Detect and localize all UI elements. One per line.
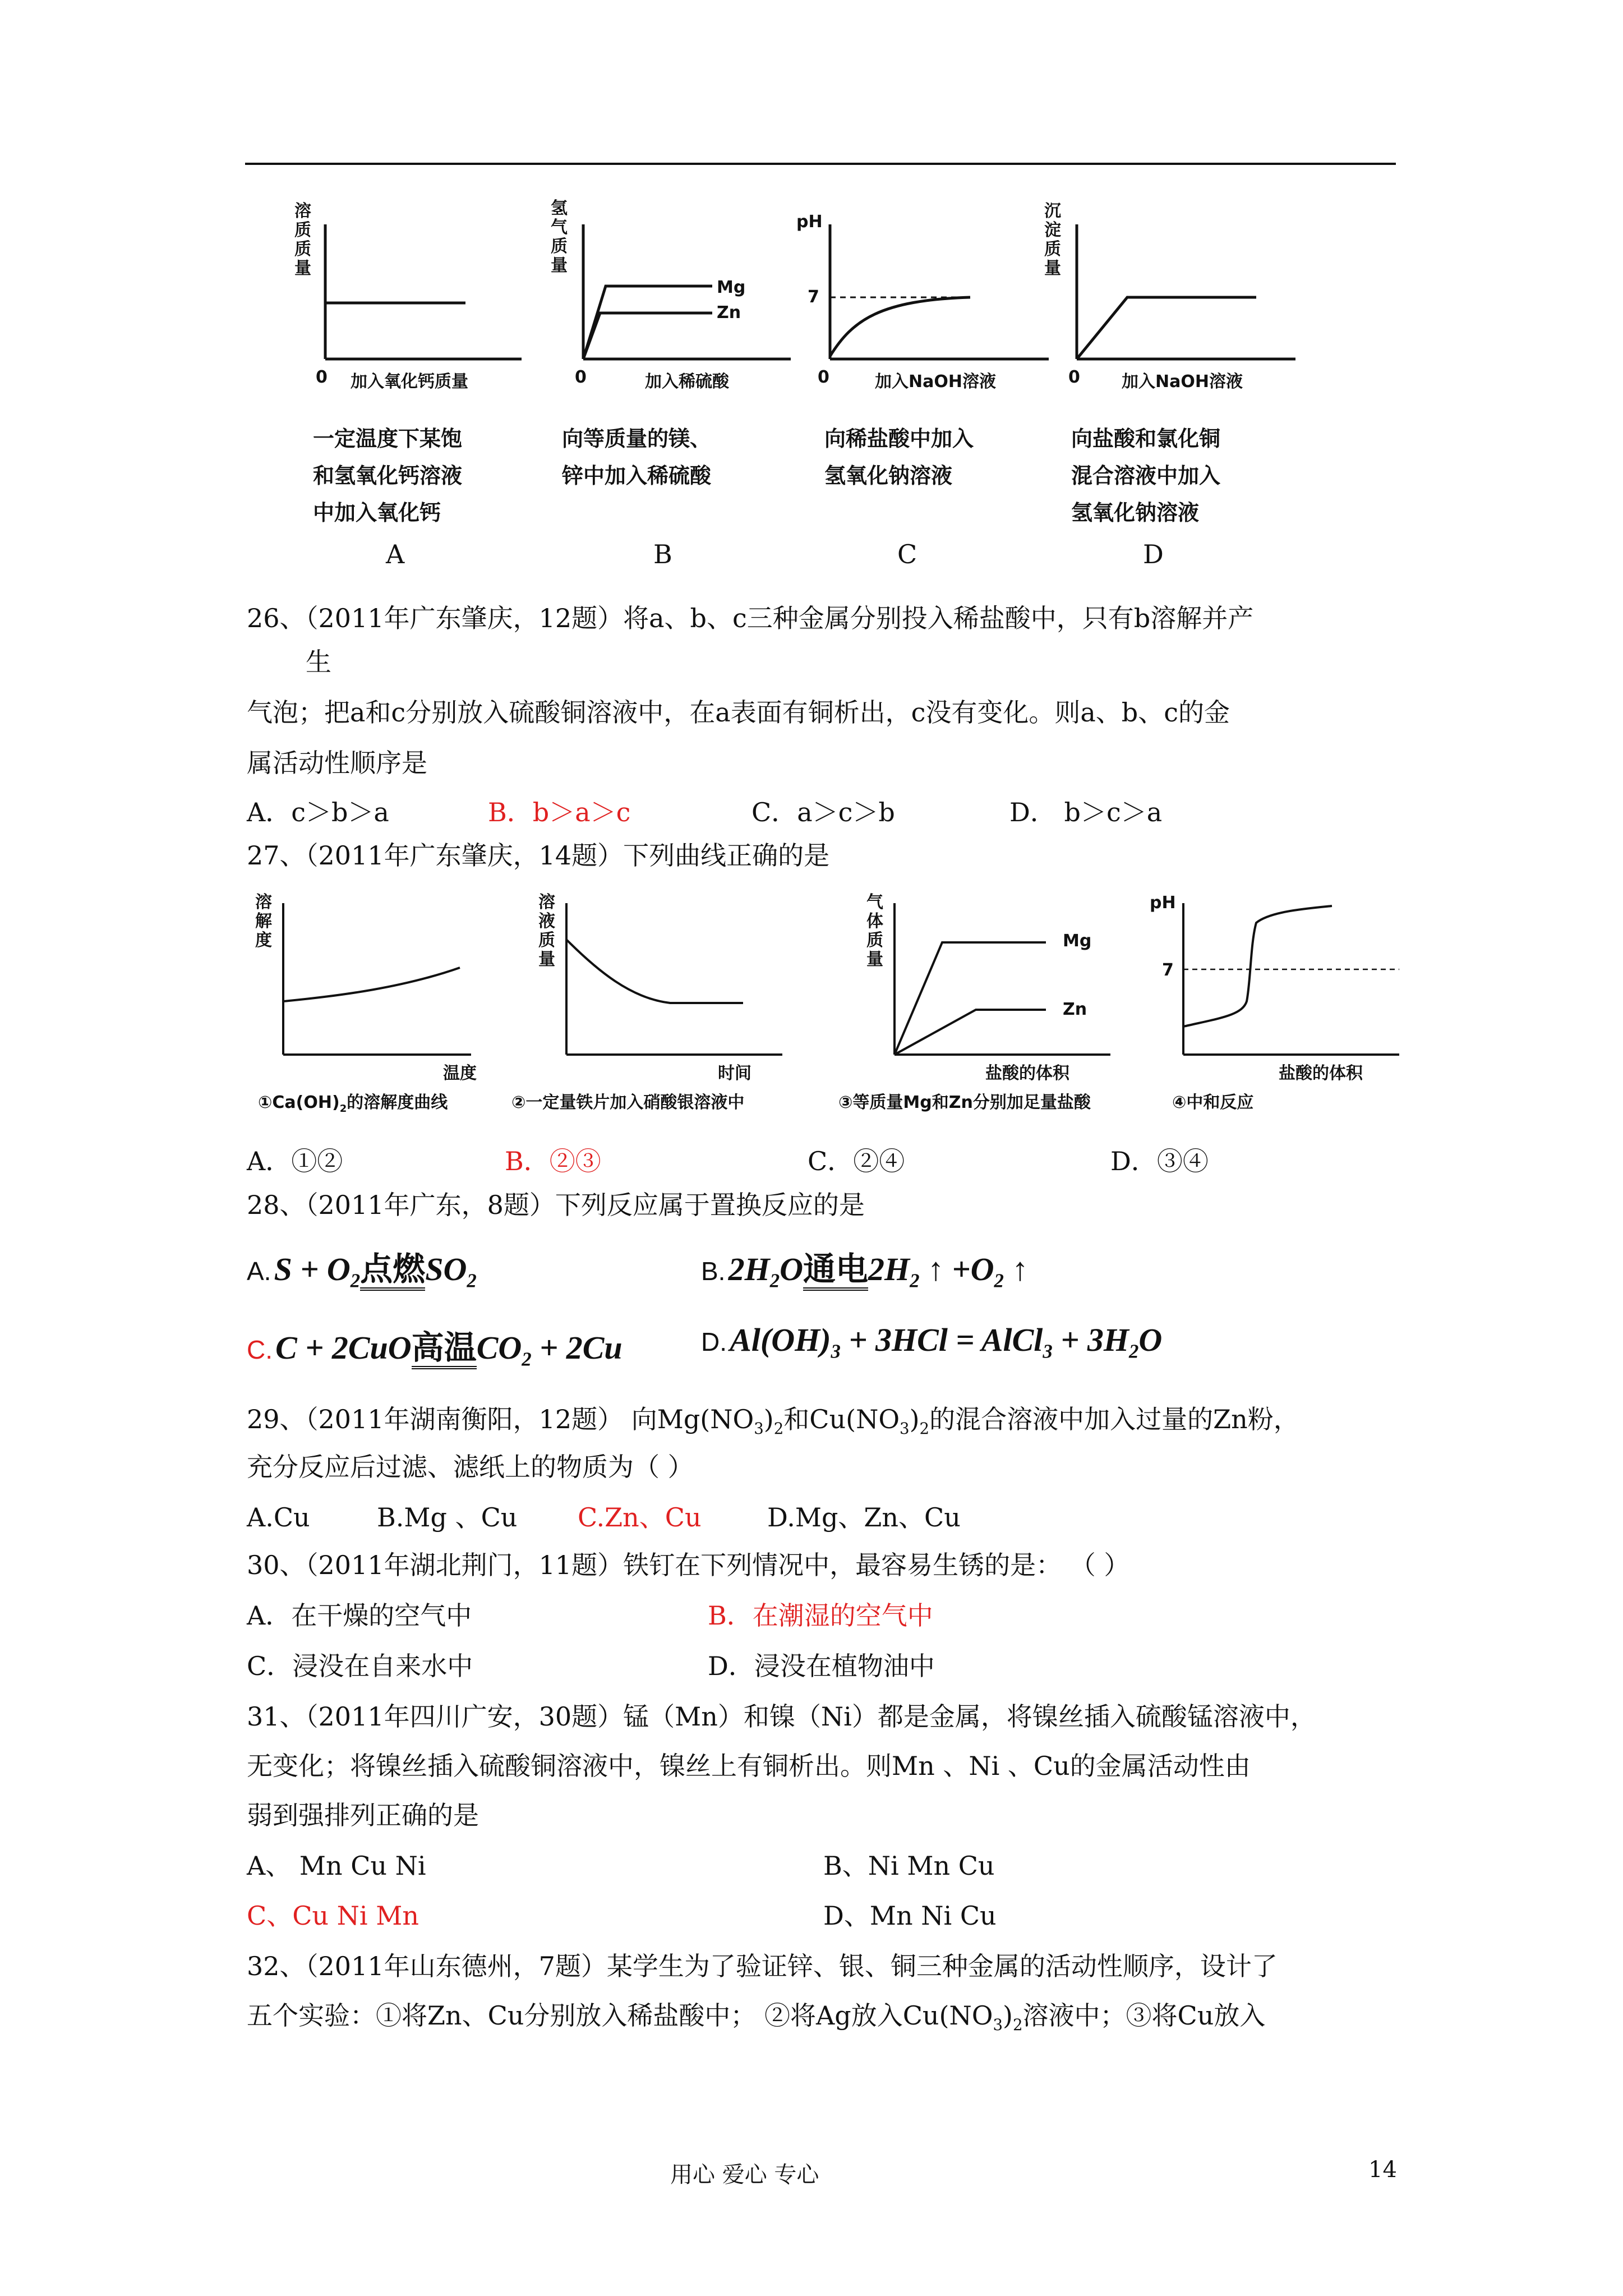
graph-b-plot [572, 219, 796, 376]
graph-b-xlabel: 加入稀硫酸 [645, 372, 729, 392]
q26-option-a: A．c＞b＞a [247, 797, 389, 827]
q27-option-d: D．③④ [1110, 1146, 1209, 1176]
footer-motto: 用心 爱心 专心 [670, 2162, 819, 2188]
graph-c-letter: C [897, 539, 917, 569]
graph-d-caption-3: 氢氧化钠溶液 [1071, 500, 1200, 525]
graph-c-caption-1: 向稀盐酸中加入 [824, 426, 974, 451]
graph-c-ytick: 7 [808, 287, 819, 307]
graph-d-xlabel: 加入NaOH溶液 [1122, 372, 1243, 392]
q28-option-c: C. C + 2CuO高温$CO_2 + 2Cu$ [247, 1329, 623, 1370]
graph-a-xlabel: 加入氧化钙质量 [351, 372, 468, 392]
q30-option-c: C．浸没在自来水中 [247, 1651, 473, 1681]
q31-option-b: B、Ni Mn Cu [823, 1851, 995, 1881]
q27-graph-3-series-zn: Zn [1063, 1000, 1087, 1019]
q27-graph-1-ylabel: 溶解度 [255, 892, 272, 950]
q27-graph-2-plot [558, 898, 794, 1066]
graph-d-ylabel: 沉淀质量 [1044, 201, 1061, 278]
q29-option-b: B.Mg 、Cu [377, 1502, 518, 1533]
q31-line-2: 无变化；将镍丝插入硫酸铜溶液中，镍丝上有铜析出。则Mn 、Ni 、Cu的金属活动性由 [247, 1751, 1251, 1781]
q31-option-a: A、 Mn Cu Ni [247, 1851, 426, 1881]
q29-option-a: A.Cu [247, 1502, 310, 1533]
q27-graph-2-ylabel: 溶液质量 [538, 892, 555, 969]
graph-d-caption-2: 混合溶液中加入 [1071, 463, 1221, 488]
q28-line-1: 28、（2011年广东，8题）下列反应属于置换反应的是 [247, 1190, 865, 1220]
q32-line-1: 32、（2011年山东德州，7题）某学生为了验证锌、银、铜三种金属的活动性顺序，设计了 [247, 1951, 1278, 1981]
graph-b-series-zn: Zn [717, 303, 741, 323]
q31-option-d: D、Mn Ni Cu [823, 1901, 997, 1931]
q27-graph-1-xlabel: 温度 [443, 1064, 477, 1083]
q28-option-a: A. $S + O_2$点燃$SO_2$ [247, 1251, 477, 1292]
q26-option-d: D． b＞c＞a [1009, 797, 1163, 827]
header-rule [245, 163, 1396, 165]
graph-b-series-mg: Mg [717, 278, 746, 297]
q26-line-1: 26、（2011年广东肇庆，12题）将a、b、c三种金属分别投入稀盐酸中，只有b溶解并产 [247, 603, 1254, 633]
q27-graph-4-caption: ④中和反应 [1172, 1093, 1254, 1112]
q27-graph-2-caption: ②一定量铁片加入硝酸银溶液中 [511, 1093, 745, 1112]
graph-d-letter: D [1143, 539, 1164, 569]
graph-c-ylabel: pH [796, 212, 823, 232]
graph-d-caption-1: 向盐酸和氯化铜 [1071, 426, 1221, 451]
q31-line-3: 弱到强排列正确的是 [247, 1800, 479, 1830]
q32-line-2: 五个实验：①将Zn、Cu分别放入稀盐酸中； ②将Ag放入$Cu(NO_3)_2$溶液中；③将Cu放入 [247, 2000, 1266, 2035]
graph-b-letter: B [653, 539, 672, 569]
q30-option-d: D．浸没在植物油中 [708, 1651, 935, 1681]
q29-option-d: D.Mg、Zn、Cu [767, 1502, 961, 1533]
q27-option-a: A．①② [247, 1146, 343, 1176]
q27-graph-3-xlabel: 盐酸的体积 [985, 1064, 1069, 1083]
graph-d-origin: 0 [1068, 367, 1080, 387]
graph-b-caption-2: 锌中加入稀硫酸 [562, 463, 712, 488]
q31-option-c: C、Cu Ni Mn [247, 1901, 419, 1931]
q28-option-b: B. $2H_2O$通电$2H_2$ ↑ $+O_2$ ↑ [701, 1251, 1029, 1292]
q27-graph-3-series-mg: Mg [1063, 931, 1092, 951]
q27-graph-3-plot [886, 898, 1122, 1066]
q27-graph-4-plot [1175, 898, 1410, 1066]
q26-option-c: C．a＞c＞b [751, 797, 895, 827]
q27-graph-3-caption: ③等质量Mg和Zn分别加足量盐酸 [838, 1093, 1091, 1112]
graph-b-caption-1: 向等质量的镁、 [562, 426, 712, 451]
graph-a-letter: A [386, 539, 405, 569]
q31-line-1: 31、（2011年四川广安，30题）锰（Mn）和镍（Ni）都是金属，将镍丝插入硫酸锰溶液中， [247, 1701, 1316, 1732]
q28-option-d: D. $Al(OH)_3 + 3HCl$ = AlCl$_3$ + $3H_2O$ [701, 1322, 1163, 1363]
graph-c-xlabel: 加入NaOH溶液 [875, 372, 996, 392]
q27-graph-4-ytick: 7 [1162, 960, 1174, 980]
graph-c-caption-2: 氢氧化钠溶液 [824, 463, 953, 488]
q27-graph-3-ylabel: 气体质量 [866, 892, 883, 969]
q27-option-b: B．②③ [505, 1146, 601, 1176]
q30-option-b: B．在潮湿的空气中 [708, 1600, 933, 1631]
q29-line-2: 充分反应后过滤、滤纸上的物质为（ ） [247, 1452, 694, 1482]
q27-graph-4-ylabel: pH [1150, 893, 1176, 913]
graph-d-plot [1066, 219, 1301, 376]
q27-graph-2-xlabel: 时间 [718, 1064, 751, 1083]
graph-a-plot [314, 219, 527, 376]
graph-a-ylabel: 溶质质量 [294, 201, 311, 278]
graph-b-origin: 0 [575, 367, 587, 387]
q26-option-b: B．b＞a＞c [488, 797, 631, 827]
q30-line-1: 30、（2011年湖北荆门，11题）铁钉在下列情况中，最容易生锈的是： （ ） [247, 1550, 1130, 1580]
q29-option-c: C.Zn、Cu [578, 1502, 702, 1533]
page-number: 14 [1368, 2157, 1397, 2183]
graph-a-caption-1: 一定温度下某饱 [313, 426, 463, 451]
graph-a-caption-3: 中加入氧化钙 [313, 500, 441, 525]
q27-graph-4-xlabel: 盐酸的体积 [1279, 1064, 1363, 1083]
q26-line-2: 生 [306, 647, 331, 677]
graph-c-plot [819, 219, 1054, 376]
q27-line-1: 27、（2011年广东肇庆，14题）下列曲线正确的是 [247, 840, 830, 871]
q27-graph-1-caption: $①Ca(OH)_2$的溶解度曲线 [258, 1093, 448, 1115]
q26-line-3: 气泡；把a和c分别放入硫酸铜溶液中，在a表面有铜析出，c没有变化。则a、b、c的金 [247, 697, 1230, 728]
q29-line-1: 29、（2011年湖南衡阳，12题） 向$Mg(NO_3)_2$和$Cu(NO_3)_2$的混合溶液中加入过量的Zn粉， [247, 1404, 1299, 1438]
q26-line-4: 属活动性顺序是 [247, 748, 427, 778]
q27-graph-1-plot [275, 898, 477, 1066]
graph-c-origin: 0 [818, 367, 829, 387]
q30-option-a: A．在干燥的空气中 [247, 1600, 472, 1631]
q27-option-c: C．②④ [808, 1146, 905, 1176]
graph-b-ylabel: 氢气质量 [551, 199, 568, 275]
graph-a-origin: 0 [316, 367, 328, 387]
graph-a-caption-2: 和氢氧化钙溶液 [313, 463, 463, 488]
